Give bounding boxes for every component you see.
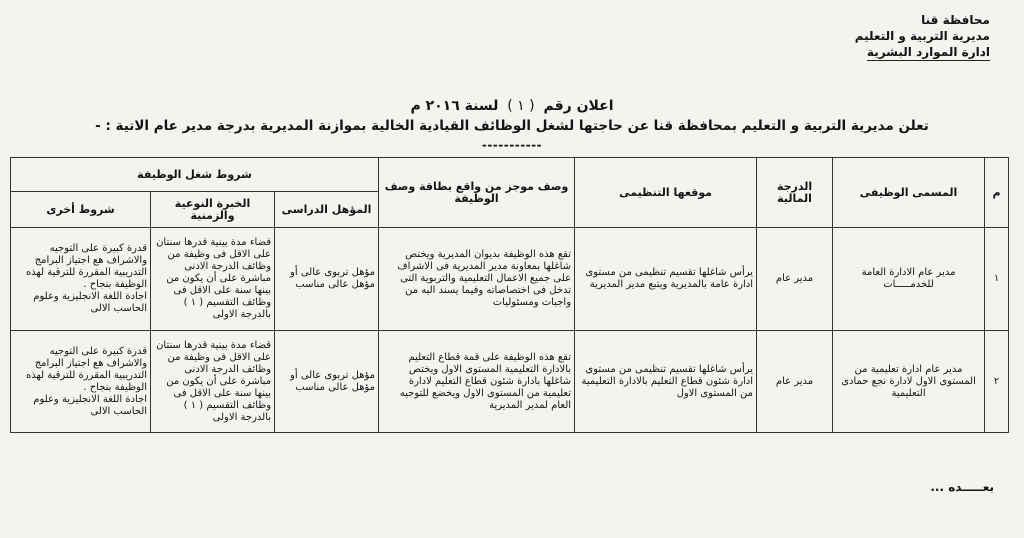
header-other-conditions: شروط أخرى [11,192,151,228]
header-qualification: المؤهل الدراسى [275,192,379,228]
announcement-title [0,98,1024,114]
header-index: م [985,158,1009,228]
header-conditions-group: شروط شغل الوظيفة [11,158,379,192]
header-financial-grade: الدرجة المالية [757,158,833,228]
table-row [11,331,1009,433]
title-separator: ----------- [481,138,543,152]
directorate-name: مديرية التربية و التعليم [854,29,990,43]
header-experience: الخبرة النوعية والزمنية [151,192,275,228]
header-description: وصف موجز من واقع بطاقة وصف الوظيفة [379,158,575,228]
row-org-position: يرأس شاغلها تقسيم تنظيمى من مستوى ادارة عامة بالمديرية ويتبع مدير المديرية [575,228,757,331]
row-other-conditions: قدرة كبيرة على التوجيه والاشراف هع اجتياز البرامج التدريبية المقررة للترقية لهذه الوظيفة بنجاح . اجادة اللغة الانجليزية وعلوم الحاسب الالى [11,331,151,433]
continuation-note: بعـــــده ... [930,480,994,494]
row-financial-grade: مدير عام [757,331,833,433]
header-org-position: موقعها التنظيمى [575,158,757,228]
row-job-title: مدير عام الادارة العامة للخدمـــــات [833,228,985,331]
row-qualification: مؤهل تربوى عالى أو مؤهل عالى مناسب [275,331,379,433]
row-description: تقع هذه الوظيفة بديوان المديرية ويختص شاغلها بمعاونة مدير المديرية فى الاشراف على جميع الاعمال التعليمية والتربوية التى تدخل فى اختصاصاته وفيما يسند اليه من واجبات ومسئوليات [379,228,575,331]
row-experience: قضاء مدة بينية قدرها سنتان على الاقل فى وظيفة من وظائف الدرجة الادنى مباشرة على أن يكون من بينها سنة على الاقل فى وظائف التقسيم ( ١ ) بالدرجة الاولى [151,331,275,433]
announcement-subtitle: تعلن مديرية التربية و التعليم بمحافظة قنا عن حاجتها لشغل الوظائف القيادية الخالية بموازنة المديرية بدرجة مدير عام الاتية : - [95,118,929,134]
announcement-number: ( ١ ) [507,98,535,114]
row-job-title: مدير عام ادارة تعليمية من المستوى الاول لادارة نجع حمادى التعليمية [833,331,985,433]
row-qualification: مؤهل تربوى عالى أو مؤهل عالى مناسب [275,228,379,331]
row-financial-grade: مدير عام [757,228,833,331]
jobs-table [10,157,1009,433]
row-other-conditions: قدرة كبيرة على التوجيه والاشراف هع اجتياز البرامج التدريبية المقررة للترقية لهذه الوظيفة بنجاح . اجادة اللغة الانجليزية وعلوم الحاسب الالى [11,228,151,331]
department-name: ادارة الموارد البشرية [866,45,990,59]
row-org-position: يرأس شاغلها تقسيم تنظيمى من مستوى ادارة شئون قطاع التعليم بالادارة التعليمية من المستوى الاول [575,331,757,433]
governorate-name: محافظة قنا [921,13,990,27]
row-experience: قضاء مدة بينية قدرها سنتان على الاقل فى وظيفة من وظائف الدرجة الادنى مباشرة على أن يكون من بينها سنة على الاقل فى وظائف التقسيم ( ١ ) بالدرجة الاولى [151,228,275,331]
row-index: ١ [985,228,1009,331]
header-block [855,12,990,61]
header-job-title: المسمى الوظيفى [833,158,985,228]
row-description: تقع هذه الوظيفة على قمة قطاع التعليم بالادارة التعليمية المستوى الاول ويختص شاغلها بادارة شئون قطاع التعليم لادارة تعليمية من المستوى الاول ويخضع للتوجيه العام لمدير المديرية [379,331,575,433]
table-row [11,228,1009,331]
announcement-prefix: اعلان رقم [543,98,614,114]
announcement-year: لسنة ٢٠١٦ م [410,98,499,114]
row-index: ٢ [985,331,1009,433]
